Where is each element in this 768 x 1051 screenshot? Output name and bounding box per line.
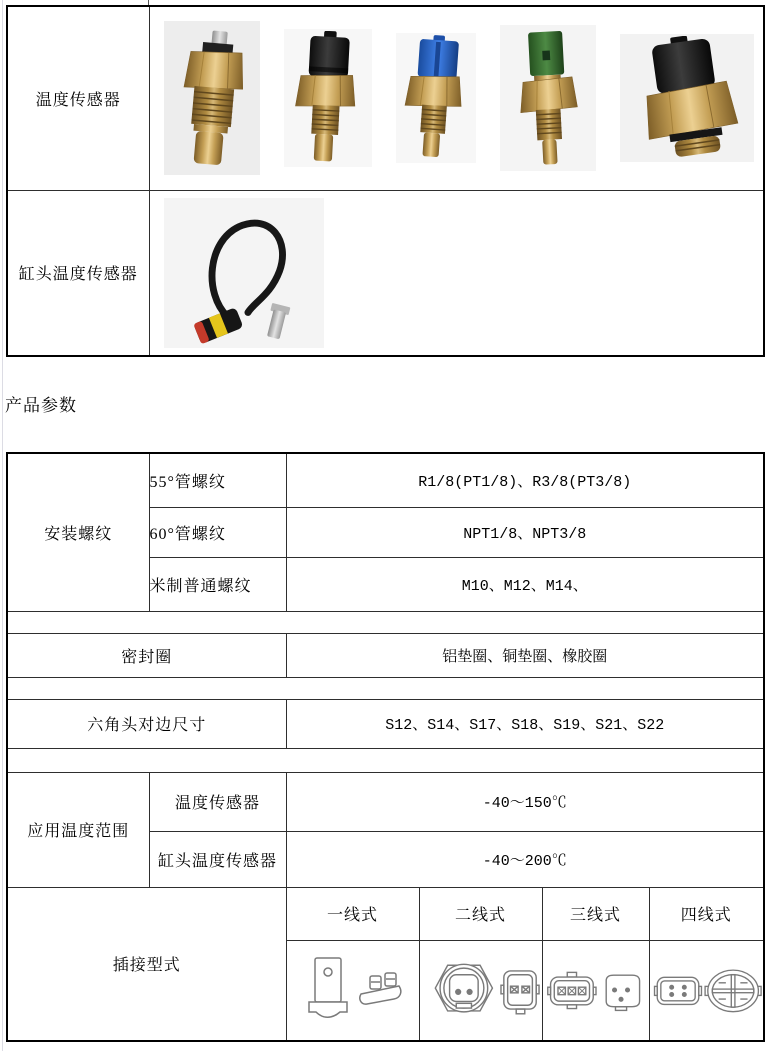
spec-value-60deg-pipe-thread: NPT1/8、NPT3/8: [286, 507, 764, 557]
temp-sensor-photo-row: [150, 21, 764, 175]
four-wire-connector-drawing: [650, 953, 762, 1027]
spec-label-mounting-thread: 安装螺纹: [7, 453, 149, 611]
spec-value-cylinder-head-range: -40～200℃: [286, 831, 764, 887]
spec-label-hex-head-size: 六角头对边尺寸: [7, 699, 286, 748]
spec-sub-55deg-pipe-thread: 55°管螺纹: [149, 453, 286, 507]
connector-header-three-wire: 三线式: [542, 887, 649, 940]
spacer-row: [7, 611, 764, 633]
connector-header-two-wire: 二线式: [419, 887, 542, 940]
three-wire-connector-drawing: [545, 954, 647, 1026]
green-connector-temp-sensor-photo: [500, 25, 596, 171]
two-wire-connector-drawing: [422, 948, 540, 1032]
four-wire-drawing-cell: [649, 940, 764, 1041]
spec-sub-temp-sensor: 温度传感器: [149, 772, 286, 831]
cylinder-head-temp-sensor-cable-photo: [164, 198, 324, 348]
spec-sub-cylinder-head-sensor: 缸头温度传感器: [149, 831, 286, 887]
page-left-rule: [2, 0, 3, 1051]
row-label-cylinder-head-sensor: 缸头温度传感器: [7, 190, 149, 356]
one-wire-drawing-cell: [286, 940, 419, 1041]
cylinder-head-photo-row: [150, 198, 764, 348]
spacer-row: [7, 677, 764, 699]
row-label-temp-sensor: 温度传感器: [7, 6, 149, 190]
blue-connector-temp-sensor-photo: [396, 33, 476, 163]
spec-sub-60deg-pipe-thread: 60°管螺纹: [149, 507, 286, 557]
spec-value-hex-head-size: S12、S14、S17、S18、S19、S21、S22: [286, 699, 764, 748]
spec-value-temp-sensor-range: -40～150℃: [286, 772, 764, 831]
spec-value-metric-thread: M10、M12、M14、: [286, 557, 764, 611]
section-title: 产品参数: [5, 396, 77, 415]
brass-temp-sensor-photo: [164, 21, 260, 175]
parameters-table: [6, 452, 765, 1042]
spec-label-connector-type: 插接型式: [7, 887, 286, 1041]
one-wire-terminal-drawing: [296, 948, 410, 1032]
spec-value-55deg-pipe-thread: R1/8(PT1/8)、R3/8(PT3/8): [286, 453, 764, 507]
temp-sensor-photos-cell: [149, 6, 764, 190]
two-wire-drawing-cell: [419, 940, 542, 1041]
spec-value-seal-ring: 铝垫圈、铜垫圈、橡胶圈: [286, 633, 764, 677]
black-connector-temp-sensor-photo: [284, 29, 372, 167]
spacer-row: [7, 748, 764, 772]
three-wire-drawing-cell: [542, 940, 649, 1041]
cylinder-head-photo-cell: [149, 190, 764, 356]
large-black-connector-temp-sensor-photo: [620, 34, 754, 162]
connector-header-four-wire: 四线式: [649, 887, 764, 940]
product-photo-table: [6, 5, 765, 357]
connector-header-one-wire: 一线式: [286, 887, 419, 940]
spec-label-seal-ring: 密封圈: [7, 633, 286, 677]
spec-sub-metric-thread: 米制普通螺纹: [149, 557, 286, 611]
spec-label-temp-range: 应用温度范围: [7, 772, 149, 887]
